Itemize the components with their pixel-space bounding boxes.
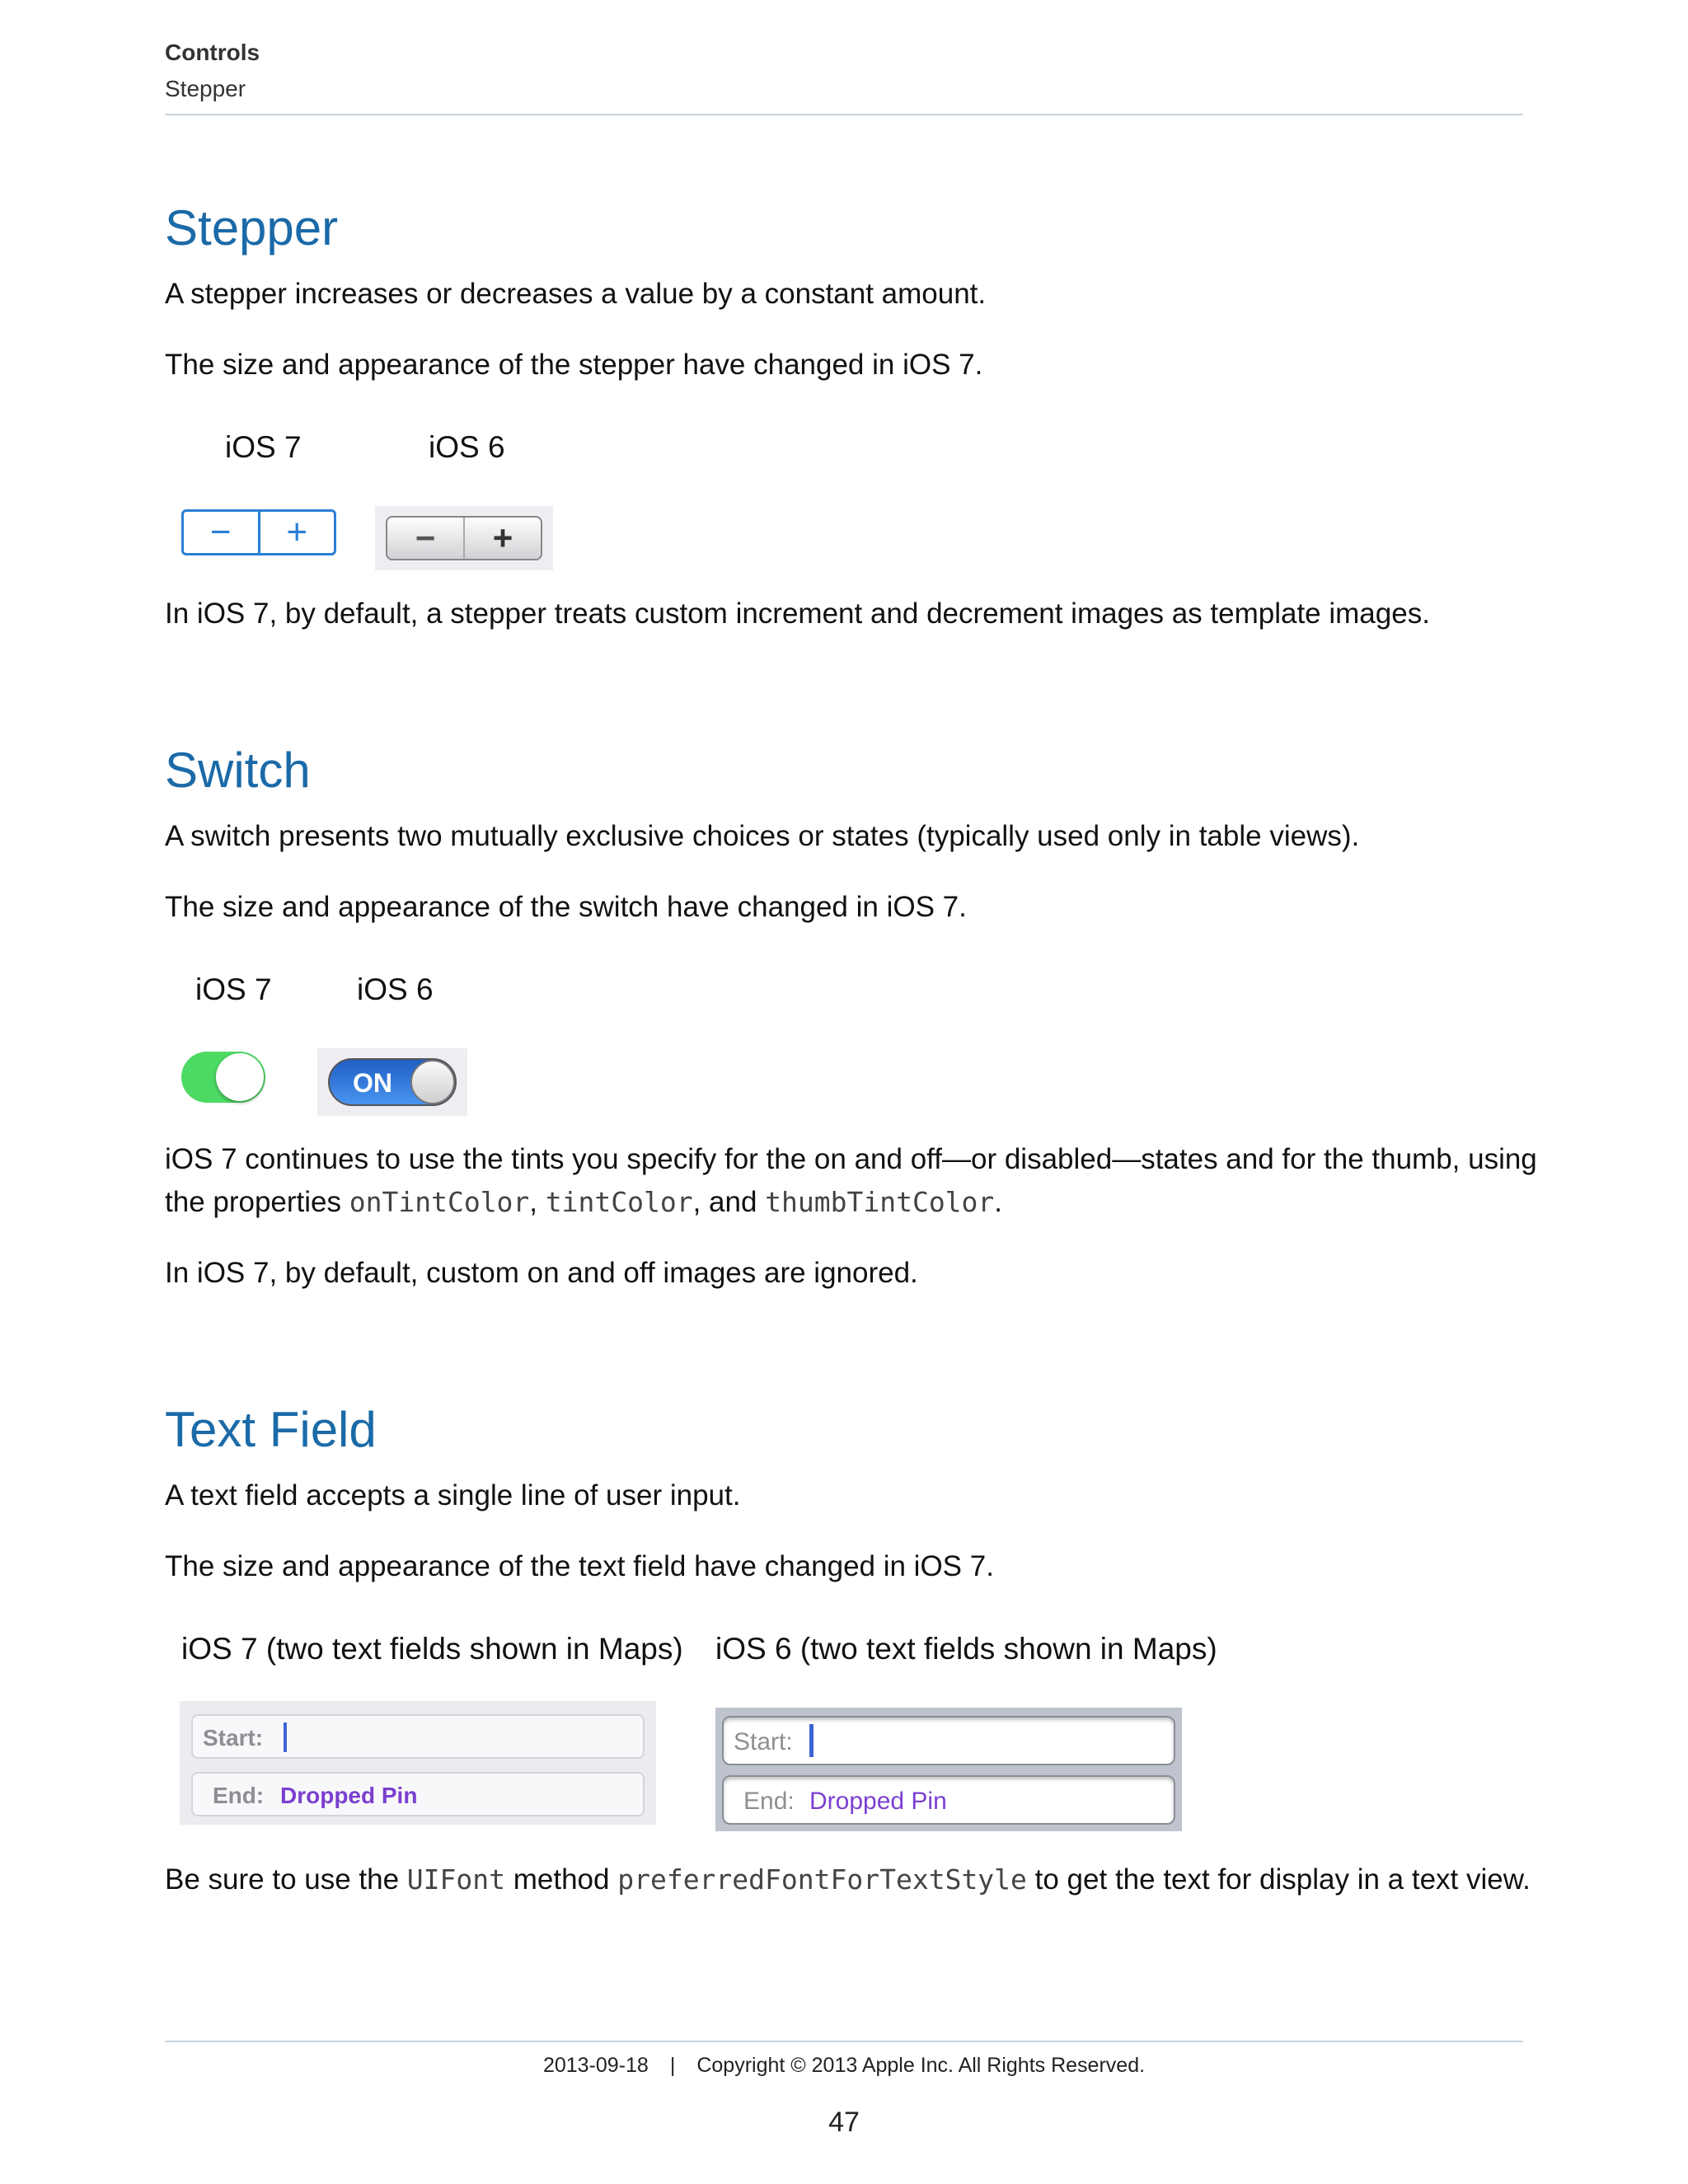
header-divider (165, 114, 1523, 115)
plus-icon[interactable]: + (463, 518, 541, 559)
plus-icon[interactable]: + (258, 512, 335, 553)
stepper-template-note: In iOS 7, by default, a stepper treats custom increment and decrement images as template images. (165, 598, 1430, 630)
minus-icon[interactable]: − (209, 512, 232, 552)
footer-divider (165, 2041, 1523, 2042)
switch-change-note: The size and appearance of the switch have changed in iOS 7. (165, 891, 967, 923)
stepper-ios6[interactable] (386, 516, 542, 560)
start-field-ios6[interactable] (722, 1716, 1175, 1765)
stepper-description: A stepper increases or decreases a value by a constant amount. (165, 278, 987, 310)
stepper-ios7-label: iOS 7 (225, 430, 302, 464)
switch-ios7[interactable] (181, 1052, 265, 1103)
start-label: Start: (734, 1728, 793, 1755)
textfield-ios6-group (715, 1708, 1182, 1831)
textfield-ios7-group (180, 1701, 656, 1825)
textfield-ios7-label: iOS 7 (two text fields shown in Maps) (181, 1632, 683, 1666)
textfield-description: A text field accepts a single line of user input. (165, 1479, 741, 1511)
switch-tint-note-line1: iOS 7 continues to use the tints you specify for the on and off—or disabled—states and for the thumb, using (165, 1143, 1537, 1175)
code-uifont: UIFont (406, 1863, 506, 1896)
switch-ios7-label: iOS 7 (195, 972, 272, 1006)
switch-ios6-label: iOS 6 (357, 972, 434, 1006)
minus-icon[interactable]: − (415, 518, 436, 557)
text-cursor (284, 1722, 287, 1752)
footer-copyright-line (0, 2054, 1688, 2078)
switch-description: A switch presents two mutually exclusive choices or states (typically used only in table views). (165, 820, 1360, 852)
code-preferredfontfortextstyle: preferredFontForTextStyle (617, 1863, 1027, 1896)
textfield-change-note: The size and appearance of the text field have changed in iOS 7. (165, 1550, 994, 1582)
switch-heading: Switch (165, 743, 311, 798)
end-label: End: (743, 1788, 795, 1815)
stepper-ios6-label: iOS 6 (429, 430, 505, 464)
end-label: End: (213, 1783, 265, 1808)
end-field-ios7[interactable] (191, 1772, 645, 1816)
end-field-ios6[interactable] (722, 1775, 1175, 1825)
footer-date: 2013-09-18 (542, 2054, 649, 2077)
stepper-heading: Stepper (165, 200, 339, 255)
footer-separator: | (669, 2054, 676, 2077)
text-cursor (809, 1724, 814, 1757)
code-thumbtintcolor: thumbTintColor (765, 1186, 995, 1218)
textfield-ios6-label: iOS 6 (two text fields shown in Maps) (715, 1632, 1217, 1666)
switch-ios6[interactable] (328, 1058, 457, 1106)
start-label: Start: (203, 1725, 264, 1750)
header-subsection: Stepper (165, 76, 246, 101)
code-ontintcolor: onTintColor (349, 1186, 530, 1218)
page-number: 47 (828, 2107, 860, 2138)
switch-on-label: ON (353, 1068, 392, 1098)
switch-thumb (216, 1053, 264, 1101)
footer-copyright: Copyright © 2013 Apple Inc. All Rights Reserved. (696, 2054, 1146, 2077)
end-value: Dropped Pin (280, 1783, 418, 1808)
stepper-ios7[interactable] (181, 509, 336, 555)
code-tintcolor: tintColor (545, 1186, 693, 1218)
textfield-font-note: Be sure to use the UIFont method preferredFontForTextStyle to get the text for display in a text view. (165, 1863, 1531, 1896)
switch-tint-note-line2: the properties onTintColor, tintColor, and thumbTintColor. (165, 1186, 1003, 1218)
switch-thumb (410, 1060, 455, 1104)
stepper-change-note: The size and appearance of the stepper have changed in iOS 7. (165, 349, 983, 381)
end-value: Dropped Pin (809, 1788, 947, 1815)
switch-images-note: In iOS 7, by default, custom on and off images are ignored. (165, 1257, 918, 1289)
header-section: Controls (165, 40, 260, 65)
textfield-heading: Text Field (165, 1402, 377, 1457)
start-field-ios7[interactable] (191, 1714, 645, 1759)
